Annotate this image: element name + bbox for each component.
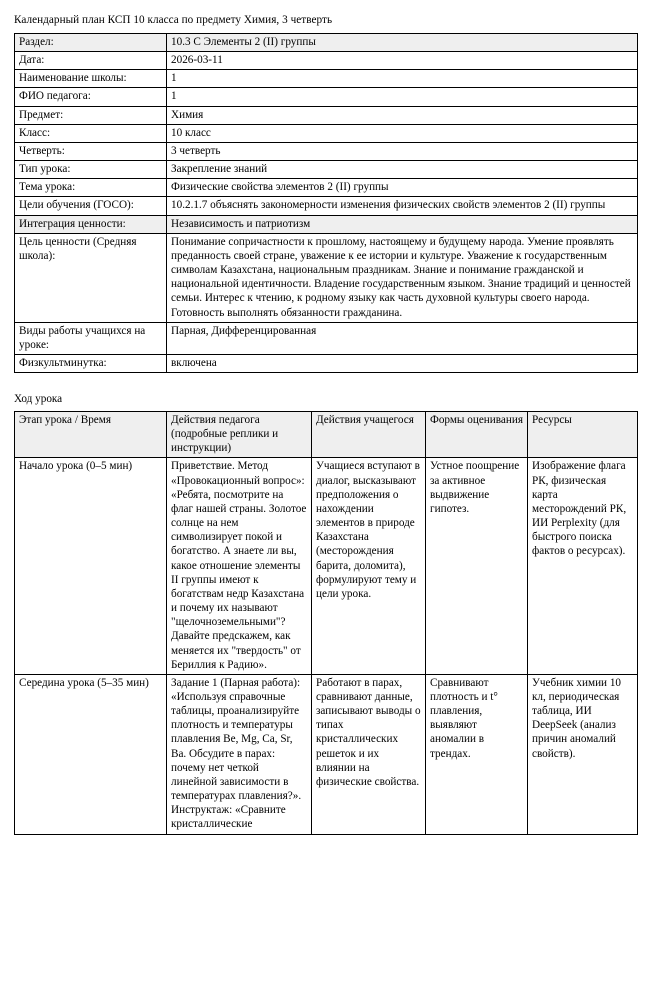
info-label-work-types: Виды работы учащихся на уроке: (15, 322, 167, 354)
info-value-lesson-topic: Физические свойства элементов 2 (II) группы (167, 179, 638, 197)
table-row (15, 215, 638, 233)
info-label-value-integration: Интеграция ценности: (15, 215, 167, 233)
cell-resources-middle: Учебник химии 10 кл, периодическая таблица, ИИ DeepSeek (анализ причин аномалий свойств). (528, 674, 638, 834)
table-row (15, 70, 638, 88)
info-label-data: Дата: (15, 52, 167, 70)
cell-student-start: Учащиеся вступают в диалог, высказывают предположения о нахождении элементов в природе Казахстана (месторождения барита, доломита), формулируют тему и цели урока. (312, 458, 426, 674)
info-value-physical-break: включена (167, 354, 638, 372)
column-header-resources: Ресурсы (528, 412, 638, 458)
page-title: Календарный план КСП 10 класса по предмету Химия, 3 четверть (14, 14, 333, 26)
info-label-subject: Предмет: (15, 106, 167, 124)
table-row (15, 142, 638, 160)
table-row (15, 161, 638, 179)
info-value-teacher: 1 (167, 88, 638, 106)
info-label-teacher: ФИО педагога: (15, 88, 167, 106)
info-value-school: 1 (167, 70, 638, 88)
info-value-objectives: 10.2.1.7 объяснять закономерности изменения физических свойств элементов 2 (II) группы (167, 197, 638, 215)
lesson-flow-body (15, 458, 638, 834)
info-label-lesson-topic: Тема урока: (15, 179, 167, 197)
cell-teacher-middle: Задание 1 (Парная работа): «Используя справочные таблицы, проанализируйте плотность и температуры плавления Be, Mg, Ca, Sr, Ba. Обсудите в парах: почему нет четкой линейной зависимости в температурах плавления?». Инструктаж: «Сравните кристаллические (167, 674, 312, 834)
info-value-lesson-type: Закрепление знаний (167, 161, 638, 179)
lesson-info-table (14, 33, 638, 373)
info-value-value-goal: Понимание сопричастности к прошлому, настоящему и будущему народа. Умение проявлять преданность своей стране, уважение к ее истории и культуре. Уважение к государственным символам Казахстана, национальным праздникам. Знание и понимание гражданской и национальной идентичности. Владение государственным языком. Знание традиций и ценностей семьи. Интерес к чтению, к родному языку как часть духовной культуры своего народа. Готовность выполнять обязанности гражданина. (167, 233, 638, 322)
info-label-quarter: Четверть: (15, 142, 167, 160)
info-label-class: Класс: (15, 124, 167, 142)
table-row (15, 52, 638, 70)
cell-teacher-start: Приветствие. Метод «Провокационный вопрос»: «Ребята, посмотрите на флаг нашей страны. Золотое солнце на нем символизирует покой и богатство. А знаете ли вы, какое отношение элементы II группы имеют к богатствам недр Казахстана и почему их называют "щелочноземельными"? Давайте предскажем, как меняется их "твердость" от Бериллия к Радию». (167, 458, 312, 674)
table-row (15, 354, 638, 372)
info-value-subject: Химия (167, 106, 638, 124)
cell-assessment-middle: Сравнивают плотность и t° плавления, выявляют аномалии в трендах. (426, 674, 528, 834)
table-header-row (15, 412, 638, 458)
column-header-teacher-actions: Действия педагога (подробные реплики и инструкции) (167, 412, 312, 458)
info-label-school: Наименование школы: (15, 70, 167, 88)
info-label-lesson-type: Тип урока: (15, 161, 167, 179)
cell-resources-start: Изображение флага РК, физическая карта месторождений РК, ИИ Perplexity (для быстрого поиска фактов о ресурсах). (528, 458, 638, 674)
info-value-quarter: 3 четверть (167, 142, 638, 160)
info-label-physical-break: Физкультминутка: (15, 354, 167, 372)
column-header-assessment: Формы оценивания (426, 412, 528, 458)
cell-assessment-start: Устное поощрение за активное выдвижение гипотез. (426, 458, 528, 674)
info-label-value-goal: Цель ценности (Средняя школа): (15, 233, 167, 322)
info-value-razdel: 10.3 C Элементы 2 (II) группы (167, 34, 638, 52)
lesson-flow-table (14, 411, 638, 835)
info-value-work-types: Парная, Дифференцированная (167, 322, 638, 354)
table-row (15, 458, 638, 674)
table-row (15, 674, 638, 834)
table-row (15, 233, 638, 322)
lesson-info-body (15, 34, 638, 373)
table-row (15, 179, 638, 197)
table-row (15, 322, 638, 354)
cell-student-middle: Работают в парах, сравнивают данные, записывают выводы о типах кристаллических решеток и их влиянии на физические свойства. (312, 674, 426, 834)
lesson-flow-header (15, 412, 638, 458)
info-value-class: 10 класс (167, 124, 638, 142)
section-heading-lesson-flow: Ход урока (14, 393, 63, 405)
cell-stage-start: Начало урока (0–5 мин) (15, 458, 167, 674)
table-row (15, 197, 638, 215)
info-value-value-integration: Независимость и патриотизм (167, 215, 638, 233)
table-row (15, 106, 638, 124)
column-header-stage: Этап урока / Время (15, 412, 167, 458)
table-row (15, 34, 638, 52)
table-row (15, 124, 638, 142)
info-label-objectives: Цели обучения (ГОСО): (15, 197, 167, 215)
cell-stage-middle: Середина урока (5–35 мин) (15, 674, 167, 834)
info-value-data: 2026-03-11 (167, 52, 638, 70)
info-label-razdel: Раздел: (15, 34, 167, 52)
column-header-student-actions: Действия учащегося (312, 412, 426, 458)
table-row (15, 88, 638, 106)
